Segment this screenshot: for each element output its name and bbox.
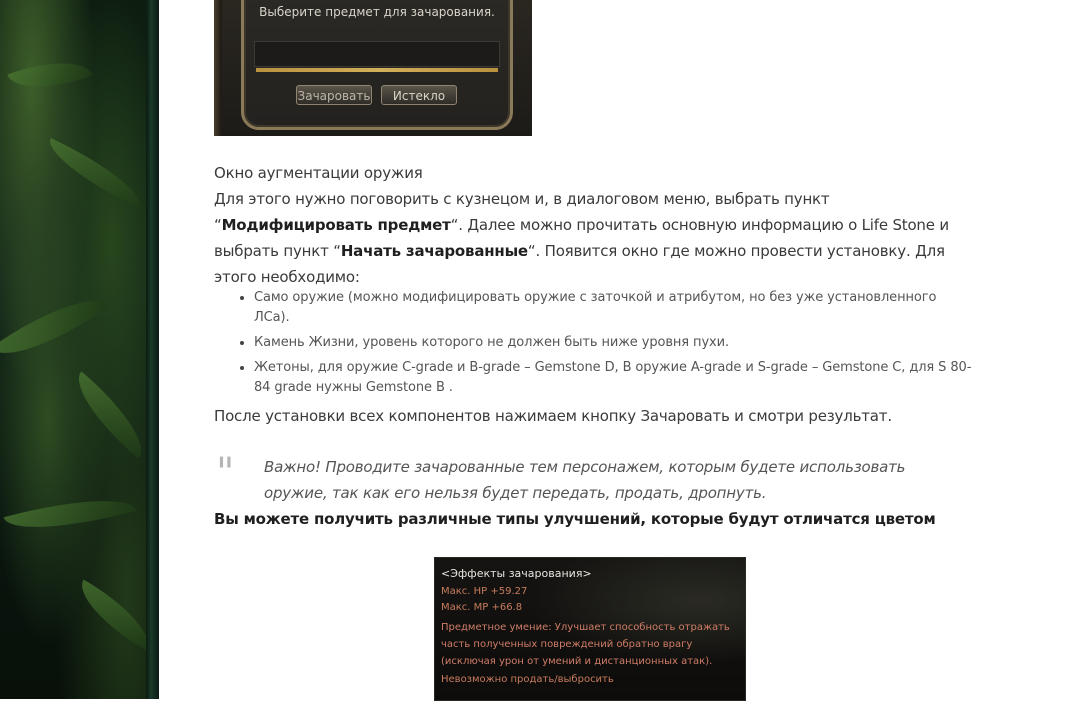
- requirements-list: [214, 288, 974, 403]
- list-item: Само оружие (можно модифицировать оружие с заточкой и атрибутом, но без уже установленного ЛСа).: [254, 288, 974, 328]
- tooltip-title: <Эффекты зачарования>: [441, 567, 592, 580]
- upgrade-types-heading: Вы можете получить различные типы улучшений, которые будут отличатся цветом: [214, 510, 936, 528]
- after-install-text: После установки всех компонентов нажимаем кнопку Зачаровать и смотри результат.: [214, 407, 892, 425]
- tooltip-mp: Макс. MP +66.8: [441, 602, 523, 613]
- modify-item-bold: Модифицировать предмет: [221, 216, 451, 234]
- enchant-window-screenshot: [214, 0, 532, 136]
- enchant-button[interactable]: Зачаровать: [296, 85, 372, 105]
- enchant-effects-tooltip-screenshot: [434, 557, 746, 701]
- quote-icon: ": [216, 450, 235, 496]
- jungle-background: [0, 0, 159, 699]
- list-item: Жетоны, для оружие C-grade и B-grade – Gemstone D, В оружие A-grade и S-grade – Gemstone C, для S 80-84 grade нужны Gemstone B .: [254, 358, 974, 398]
- list-item: Камень Жизни, уровень которого не должен быть ниже уровня пухи.: [254, 333, 974, 353]
- enchant-slot: [254, 41, 500, 67]
- image-caption: Окно аугментации оружия: [214, 164, 423, 182]
- tooltip-skill: Предметное умение: Улучшает способность отражать часть полученных повреждений обратно врагу (исключая урон от умений и дистанционных атак).: [441, 622, 730, 667]
- enchant-prompt: Выберите предмет для зачарования.: [259, 5, 495, 19]
- tooltip-no-drop: Невозможно продать/выбросить: [441, 674, 614, 685]
- expired-button[interactable]: Истекло: [381, 85, 457, 105]
- enchant-progress-bar: [256, 68, 498, 72]
- start-enchant-bold: Начать зачарованные: [340, 242, 528, 260]
- important-quote: Важно! Проводите зачарованные тем персонажем, которым будете использовать оружие, так как его нельзя будет передать, продать, дропнуть.: [264, 458, 906, 502]
- intro-paragraph: Для этого нужно поговорить с кузнецом и, в диалоговом меню, выбрать пункт “Модифицировать предмет“. Далее можно прочитать основную информацию о Life Stone и выбрать пункт “Начать зачарованные“. Появится окно где можно провести установку. Для этого необходимо:: [214, 190, 949, 286]
- tooltip-hp: Макс. HP +59.27: [441, 586, 528, 597]
